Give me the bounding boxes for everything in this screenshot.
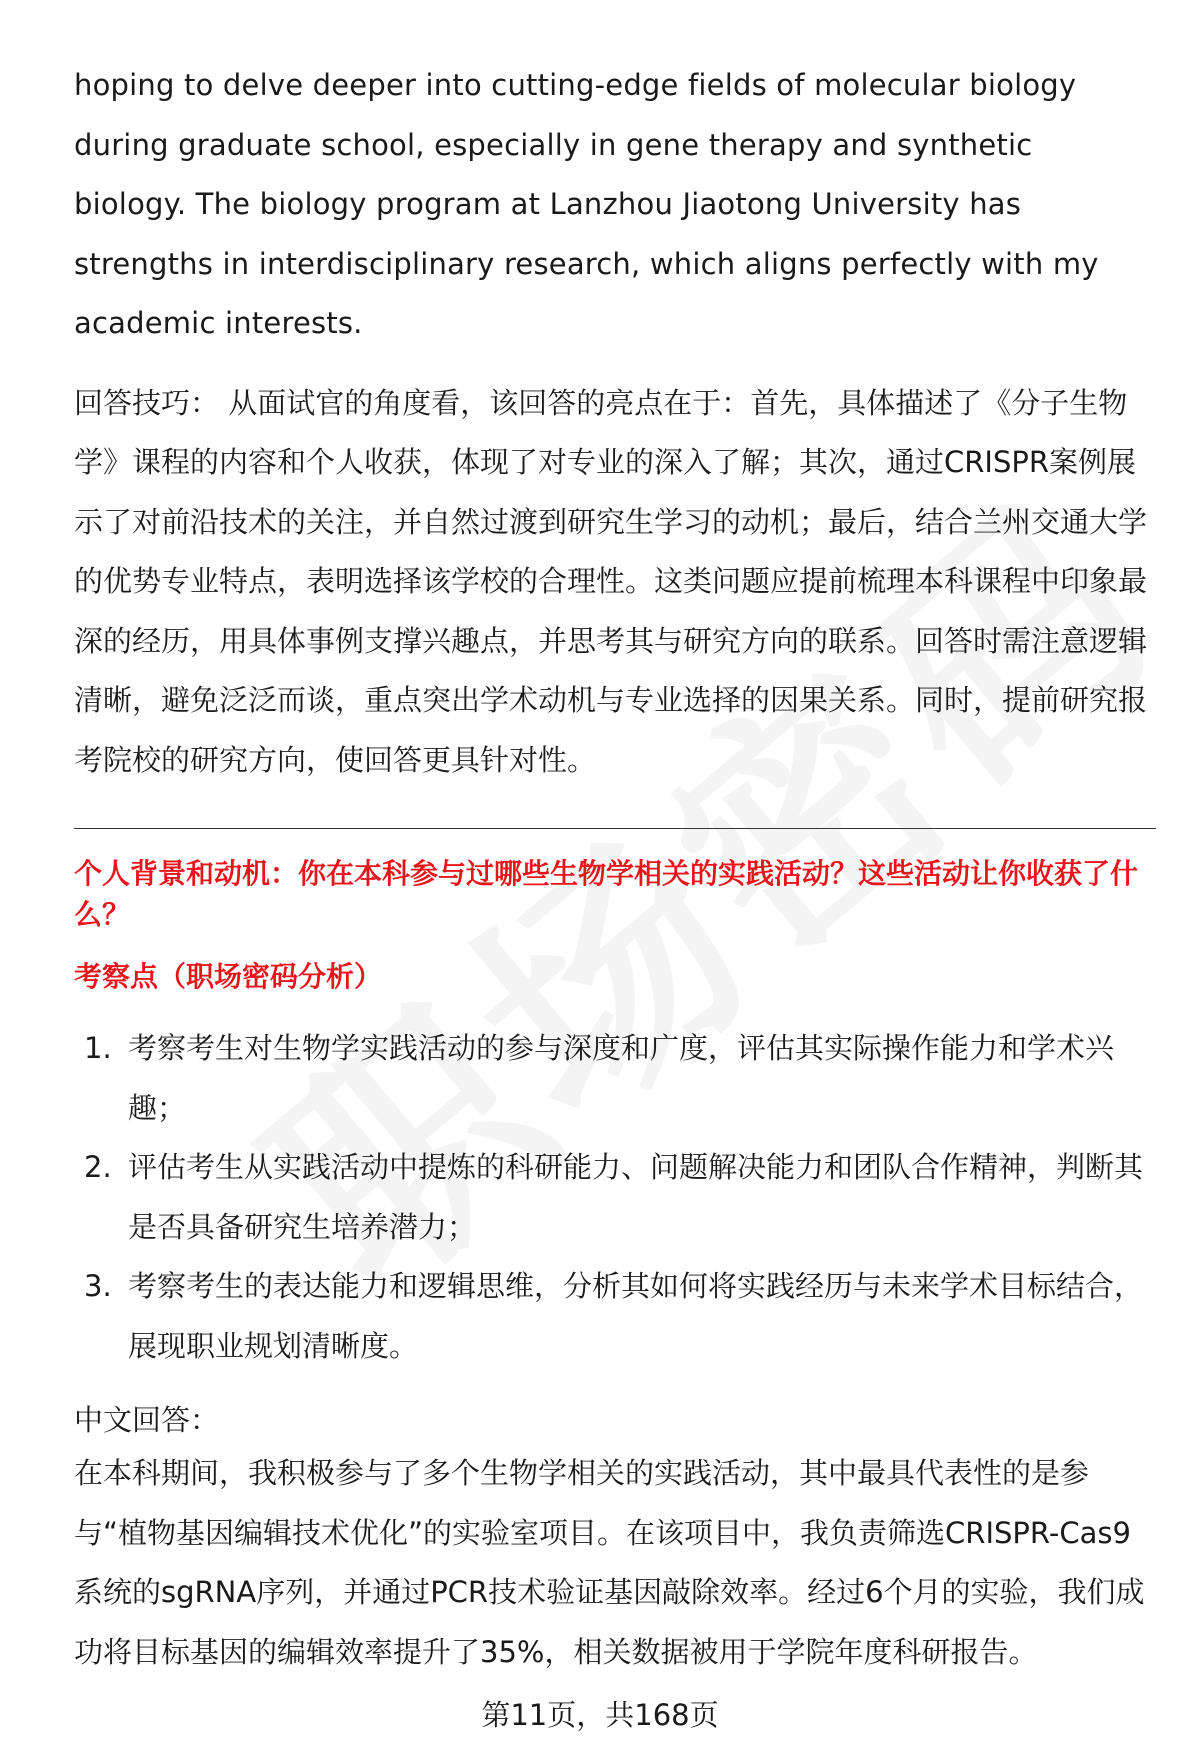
answer-label: 中文回答： <box>74 1403 220 1437</box>
page-footer: 第11页，共168页 <box>481 1698 719 1732</box>
list-item-text: 考察考生的表达能力和逻辑思维，分析其如何将实践经历与未来学术目标结合，展现职业规划清晰度。 <box>128 1269 1144 1363</box>
evaluation-points-list <box>74 1019 1154 1376</box>
list-item-number: 2. <box>84 1150 112 1184</box>
answer-paragraph: 在本科期间，我积极参与了多个生物学相关的实践活动，其中最具代表性的是参与“植物基因编辑技术优化”的实验室项目。在该项目中，我负责筛选CRISPR-Cas9系统的sgRNA序列，并通过PCR技术验证基因敲除效率。经过6个月的实验，我们成功将目标基因的编辑效率提升了35%，相关数据被用于学院年度科研报告。 <box>74 1456 1145 1669</box>
list-item <box>74 1257 1154 1376</box>
page-content <box>74 56 1154 1682</box>
section-title: 考察点（职场密码分析） <box>74 960 383 993</box>
intro-english-paragraph: hoping to delve deeper into cutting-edge fields of molecular biology during graduate school, especially in gene therapy and synthetic biology. The biology program at Lanzhou Jiaotong University has strengths in interdisciplinary research, which aligns perfectly with my academic interests. <box>74 68 1099 340</box>
question-heading: 个人背景和动机：你在本科参与过哪些生物学相关的实践活动？这些活动让你收获了什么？ <box>74 857 1139 931</box>
list-item-number: 3. <box>84 1269 112 1303</box>
list-item <box>74 1138 1154 1257</box>
answer-tips-paragraph: 回答技巧： 从面试官的角度看，该回答的亮点在于：首先，具体描述了《分子生物学》课程的内容和个人收获，体现了对专业的深入了解；其次，通过CRISPR案例展示了对前沿技术的关注，并自然过渡到研究生学习的动机；最后，结合兰州交通大学的优势专业特点，表明选择该学校的合理性。这类问题应提前梳理本科课程中印象最深的经历，用具体事例支撑兴趣点，并思考其与研究方向的联系。回答时需注意逻辑清晰，避免泛泛而谈，重点突出学术动机与专业选择的因果关系。同时，提前研究报考院校的研究方向，使回答更具针对性。 <box>74 385 1148 777</box>
list-item-text: 评估考生从实践活动中提炼的科研能力、问题解决能力和团队合作精神，判断其是否具备研究生培养潜力； <box>128 1150 1144 1244</box>
list-item <box>74 1019 1154 1138</box>
list-item-text: 考察考生对生物学实践活动的参与深度和广度，评估其实际操作能力和学术兴趣； <box>128 1031 1115 1125</box>
section-divider <box>74 828 1156 829</box>
list-item-number: 1. <box>84 1031 112 1065</box>
